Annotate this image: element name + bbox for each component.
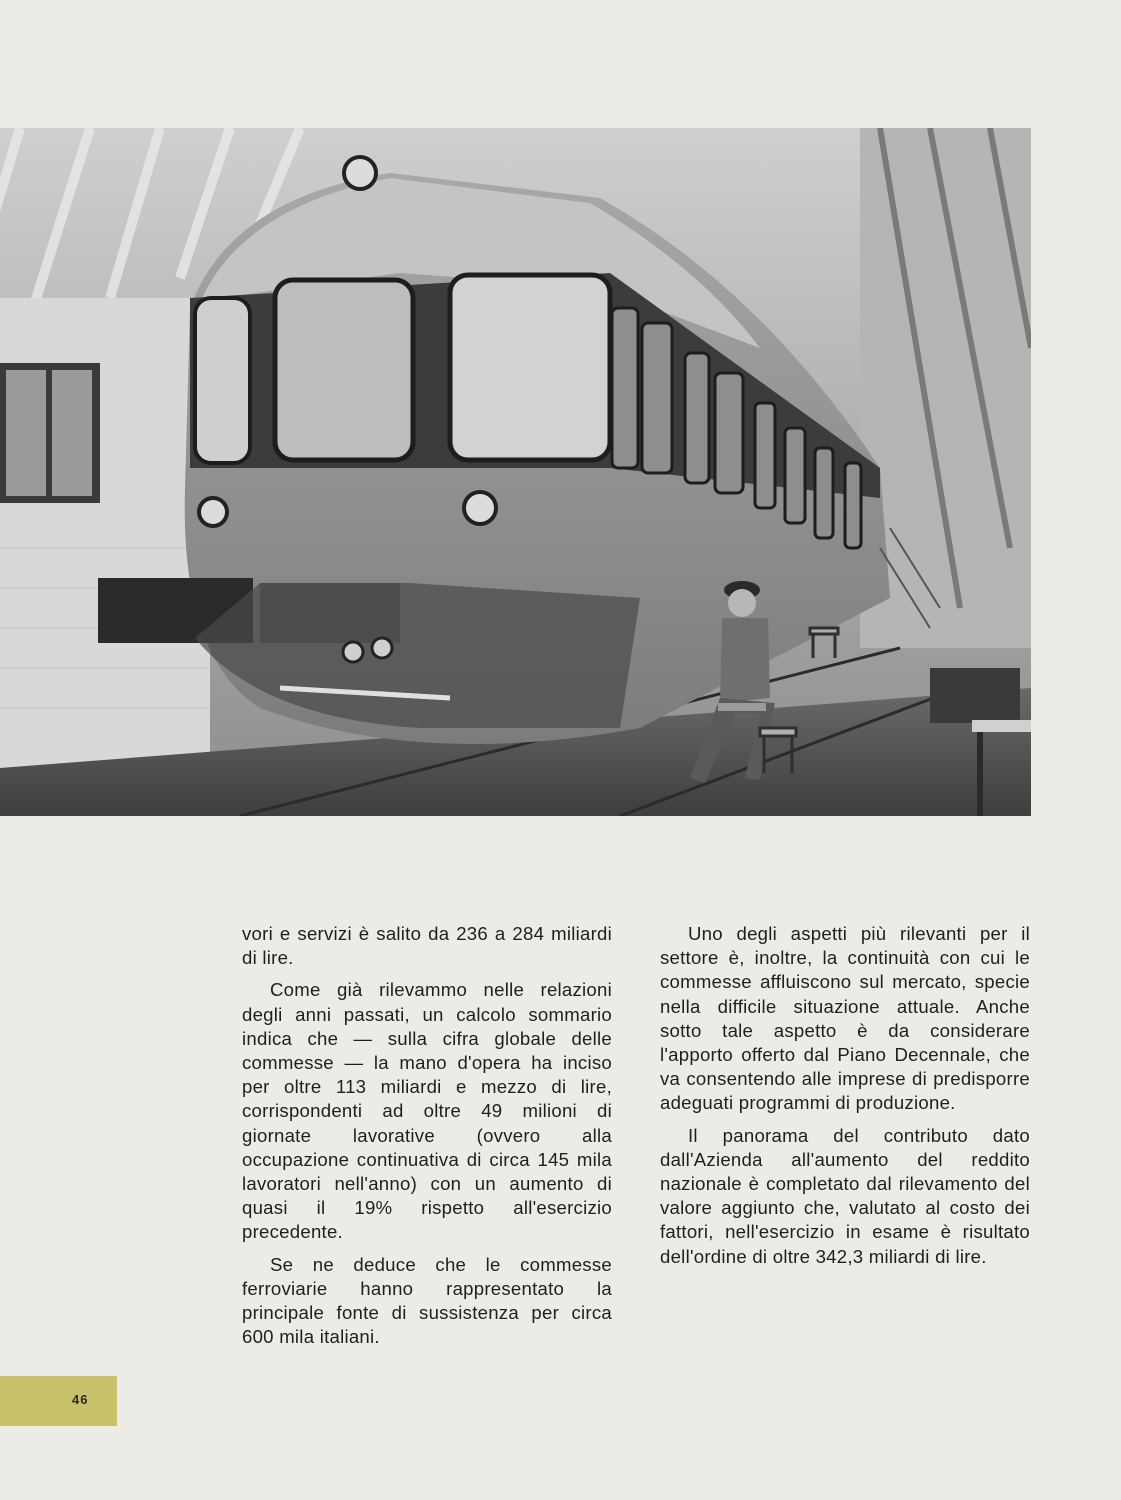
train-workshop-photo xyxy=(0,128,1031,816)
text-column-left xyxy=(242,922,612,1357)
paragraph: vori e servizi è salito da 236 a 284 miliardi di lire. xyxy=(242,923,612,969)
paragraph: Uno degli aspetti più rilevanti per il settore è, inoltre, la continuità con cui le commesse affluiscono sul mercato, specie nella difficile situazione attuale. Anche sotto tale aspetto è da considerare l'apporto offerto dal Piano Decennale, che va consentendo alle imprese di predisporre adeguati programmi di produzione. xyxy=(660,923,1030,1114)
paragraph: Come già rilevammo nelle relazioni degli anni passati, un calcolo sommario indica che — sulla cifra globale delle commesse — la mano d'opera ha inciso per oltre 113 miliardi e mezzo di lire, corrispondenti ad oltre 49 milioni di giornate lavorative (ovvero alla occupazione continuativa di circa 145 mila lavoratori nell'anno) con un aumento di quasi il 19% rispetto all'esercizio precedente. xyxy=(242,979,612,1243)
paragraph: Se ne deduce che le commesse ferroviarie hanno rappresentato la principale fonte di sussistenza per circa 600 mila italiani. xyxy=(242,1253,612,1348)
text-column-right xyxy=(660,922,1030,1277)
page-number-box xyxy=(0,1376,117,1426)
photo-illustration xyxy=(0,128,1031,816)
paragraph: Il panorama del contributo dato dall'Azienda all'aumento del reddito nazionale è completato dal rilevamento del valore aggiunto che, valutato al costo dei fattori, nell'esercizio in esame è risultato dell'ordine di oltre 342,3 miliardi di lire. xyxy=(660,1124,1030,1267)
page-number: 46 xyxy=(72,1392,89,1407)
